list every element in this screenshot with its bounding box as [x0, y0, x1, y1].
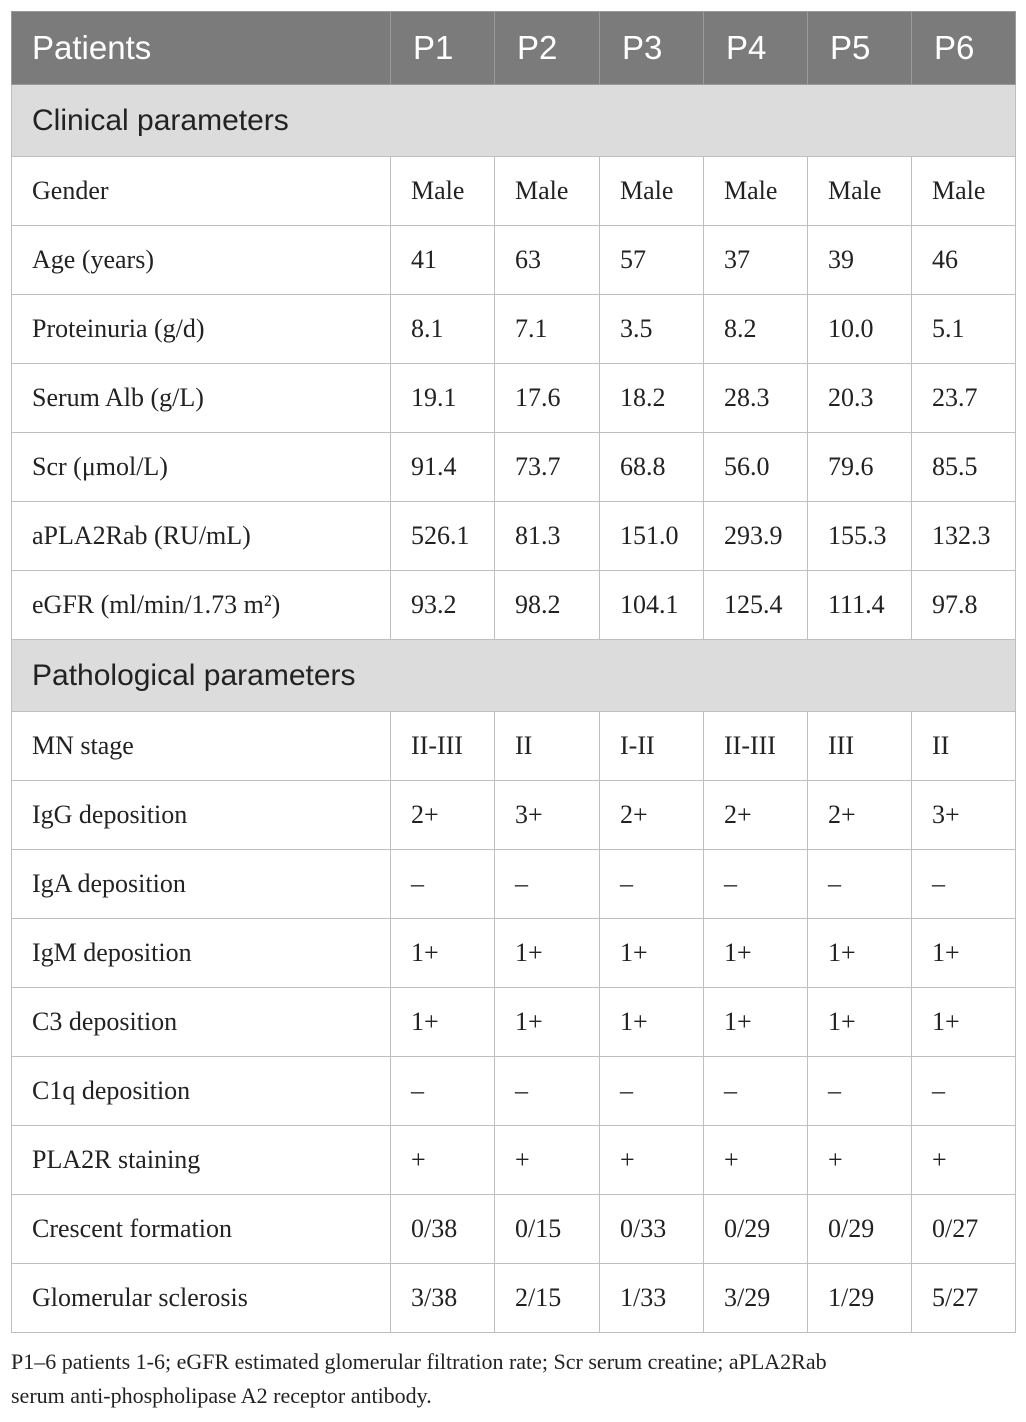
- table-cell-p4: 2+: [704, 781, 808, 850]
- header-col-p6: P6: [912, 12, 1016, 85]
- row-label: Glomerular sclerosis: [12, 1264, 391, 1333]
- table-cell-p4: 56.0: [704, 433, 808, 502]
- row-label: eGFR (ml/min/1.73 m²): [12, 571, 391, 640]
- table-body: [12, 85, 1016, 1333]
- table-cell-p6: 0/27: [912, 1195, 1016, 1264]
- header-col-p3: P3: [600, 12, 704, 85]
- table-cell-p4: +: [704, 1126, 808, 1195]
- row-label: IgM deposition: [12, 919, 391, 988]
- header-col-p5: P5: [808, 12, 912, 85]
- row-label: MN stage: [12, 712, 391, 781]
- table-cell-p6: –: [912, 1057, 1016, 1126]
- caption-line: serum anti-phospholipase A2 receptor antibody.: [11, 1383, 432, 1408]
- table-row: [12, 226, 1016, 295]
- table-cell-p3: –: [600, 1057, 704, 1126]
- table-row: [12, 364, 1016, 433]
- table-cell-p4: 293.9: [704, 502, 808, 571]
- table-cell-p3: 104.1: [600, 571, 704, 640]
- table-row: [12, 502, 1016, 571]
- table-cell-p6: 85.5: [912, 433, 1016, 502]
- table-cell-p6: Male: [912, 157, 1016, 226]
- row-label: IgG deposition: [12, 781, 391, 850]
- table-cell-p6: 5/27: [912, 1264, 1016, 1333]
- table-cell-p4: 0/29: [704, 1195, 808, 1264]
- header-col-p2: P2: [495, 12, 600, 85]
- table-row: [12, 850, 1016, 919]
- table-cell-p3: I-II: [600, 712, 704, 781]
- row-label: Proteinuria (g/d): [12, 295, 391, 364]
- header-patients-label: Patients: [12, 12, 391, 85]
- table-cell-p6: 97.8: [912, 571, 1016, 640]
- table-cell-p3: 57: [600, 226, 704, 295]
- table-header-row: [12, 12, 1016, 85]
- row-label: Crescent formation: [12, 1195, 391, 1264]
- row-label: Age (years): [12, 226, 391, 295]
- table-cell-p4: –: [704, 1057, 808, 1126]
- table-row: [12, 1057, 1016, 1126]
- table-cell-p5: 39: [808, 226, 912, 295]
- table-cell-p3: 3.5: [600, 295, 704, 364]
- table-cell-p3: 0/33: [600, 1195, 704, 1264]
- table-cell-p3: 151.0: [600, 502, 704, 571]
- section-title: Clinical parameters: [12, 85, 1016, 157]
- table-cell-p1: Male: [391, 157, 495, 226]
- table-cell-p6: 1+: [912, 988, 1016, 1057]
- table-cell-p3: +: [600, 1126, 704, 1195]
- table-cell-p2: 17.6: [495, 364, 600, 433]
- table-cell-p6: –: [912, 850, 1016, 919]
- table-row: [12, 988, 1016, 1057]
- table-cell-p3: 18.2: [600, 364, 704, 433]
- table-cell-p1: 1+: [391, 988, 495, 1057]
- caption-line: P1–6 patients 1-6; eGFR estimated glomerular filtration rate; Scr serum creatine; aPLA2Rab: [11, 1349, 827, 1374]
- table-cell-p5: 111.4: [808, 571, 912, 640]
- table-cell-p1: 0/38: [391, 1195, 495, 1264]
- table-cell-p4: 1+: [704, 988, 808, 1057]
- table-cell-p2: 1+: [495, 919, 600, 988]
- table-cell-p1: –: [391, 1057, 495, 1126]
- row-label: Gender: [12, 157, 391, 226]
- table-row: [12, 571, 1016, 640]
- row-label: Serum Alb (g/L): [12, 364, 391, 433]
- patient-parameters-table: [11, 11, 1016, 1333]
- table-cell-p2: 81.3: [495, 502, 600, 571]
- table-cell-p2: 73.7: [495, 433, 600, 502]
- table-cell-p5: 1+: [808, 988, 912, 1057]
- table-cell-p5: 20.3: [808, 364, 912, 433]
- table-row: [12, 1126, 1016, 1195]
- table-cell-p3: Male: [600, 157, 704, 226]
- table-cell-p2: –: [495, 1057, 600, 1126]
- table-cell-p5: III: [808, 712, 912, 781]
- table-cell-p5: 0/29: [808, 1195, 912, 1264]
- table-cell-p3: 1+: [600, 988, 704, 1057]
- table-cell-p2: –: [495, 850, 600, 919]
- table-cell-p2: +: [495, 1126, 600, 1195]
- table-cell-p5: –: [808, 1057, 912, 1126]
- table-cell-p6: II: [912, 712, 1016, 781]
- table-cell-p2: 0/15: [495, 1195, 600, 1264]
- table-row: [12, 712, 1016, 781]
- table-cell-p3: 2+: [600, 781, 704, 850]
- table-cell-p5: 79.6: [808, 433, 912, 502]
- table-cell-p5: Male: [808, 157, 912, 226]
- row-label: C1q deposition: [12, 1057, 391, 1126]
- section-header-row: [12, 640, 1016, 712]
- row-label: PLA2R staining: [12, 1126, 391, 1195]
- table-cell-p3: 1+: [600, 919, 704, 988]
- table-cell-p5: +: [808, 1126, 912, 1195]
- row-label: C3 deposition: [12, 988, 391, 1057]
- table-cell-p2: 98.2: [495, 571, 600, 640]
- row-label: Scr (μmol/L): [12, 433, 391, 502]
- table-cell-p2: Male: [495, 157, 600, 226]
- table-cell-p1: 8.1: [391, 295, 495, 364]
- table-cell-p6: 46: [912, 226, 1016, 295]
- table-cell-p1: 41: [391, 226, 495, 295]
- table-cell-p4: Male: [704, 157, 808, 226]
- table-cell-p2: 1+: [495, 988, 600, 1057]
- row-label: IgA deposition: [12, 850, 391, 919]
- table-cell-p2: 7.1: [495, 295, 600, 364]
- table-cell-p4: 1+: [704, 919, 808, 988]
- table-cell-p1: –: [391, 850, 495, 919]
- table-cell-p6: 1+: [912, 919, 1016, 988]
- table-cell-p5: 10.0: [808, 295, 912, 364]
- table-cell-p1: 526.1: [391, 502, 495, 571]
- table-cell-p4: 3/29: [704, 1264, 808, 1333]
- table-cell-p1: 93.2: [391, 571, 495, 640]
- table-cell-p4: 37: [704, 226, 808, 295]
- header-col-p1: P1: [391, 12, 495, 85]
- table-row: [12, 1264, 1016, 1333]
- table-cell-p6: +: [912, 1126, 1016, 1195]
- table-cell-p3: 1/33: [600, 1264, 704, 1333]
- table-cell-p2: 2/15: [495, 1264, 600, 1333]
- row-label: aPLA2Rab (RU/mL): [12, 502, 391, 571]
- table-cell-p4: 8.2: [704, 295, 808, 364]
- table-cell-p2: II: [495, 712, 600, 781]
- table-cell-p1: 91.4: [391, 433, 495, 502]
- table-cell-p3: –: [600, 850, 704, 919]
- table-cell-p1: II-III: [391, 712, 495, 781]
- table-cell-p2: 63: [495, 226, 600, 295]
- table-cell-p1: 2+: [391, 781, 495, 850]
- table-cell-p1: 3/38: [391, 1264, 495, 1333]
- table-cell-p1: 1+: [391, 919, 495, 988]
- section-title: Pathological parameters: [12, 640, 1016, 712]
- table-row: [12, 157, 1016, 226]
- table-cell-p4: 28.3: [704, 364, 808, 433]
- header-col-p4: P4: [704, 12, 808, 85]
- table-row: [12, 1195, 1016, 1264]
- table-cell-p1: 19.1: [391, 364, 495, 433]
- table-cell-p2: 3+: [495, 781, 600, 850]
- table-cell-p6: 3+: [912, 781, 1016, 850]
- table-caption: [11, 1345, 1015, 1413]
- table-row: [12, 919, 1016, 988]
- table-cell-p4: II-III: [704, 712, 808, 781]
- table-cell-p5: 155.3: [808, 502, 912, 571]
- table-cell-p1: +: [391, 1126, 495, 1195]
- table-row: [12, 433, 1016, 502]
- table-cell-p4: 125.4: [704, 571, 808, 640]
- table-row: [12, 781, 1016, 850]
- table-cell-p6: 5.1: [912, 295, 1016, 364]
- table-cell-p5: –: [808, 850, 912, 919]
- table-cell-p3: 68.8: [600, 433, 704, 502]
- table-cell-p5: 1+: [808, 919, 912, 988]
- table-row: [12, 295, 1016, 364]
- table-cell-p4: –: [704, 850, 808, 919]
- section-header-row: [12, 85, 1016, 157]
- table-cell-p6: 23.7: [912, 364, 1016, 433]
- table-cell-p6: 132.3: [912, 502, 1016, 571]
- table-cell-p5: 2+: [808, 781, 912, 850]
- table-cell-p5: 1/29: [808, 1264, 912, 1333]
